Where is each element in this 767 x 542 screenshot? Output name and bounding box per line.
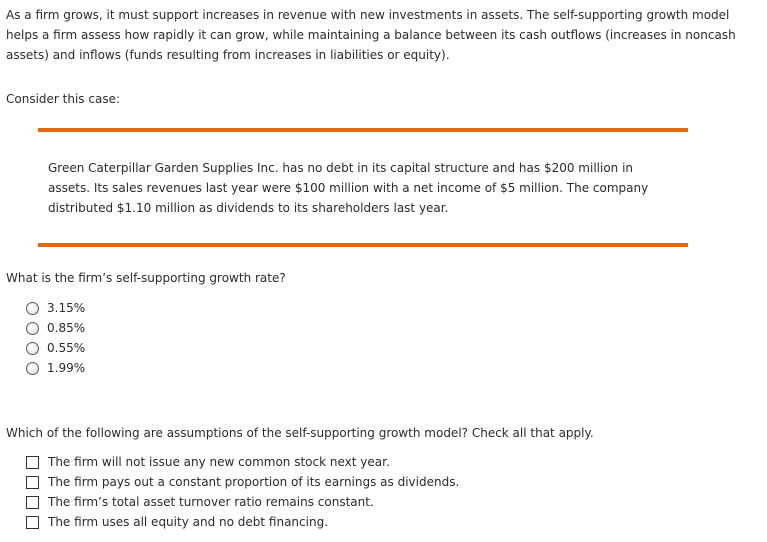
checkbox-option-label: The firm pays out a constant proportion of its earnings as dividends.	[48, 475, 460, 489]
radio-button[interactable]	[26, 302, 39, 315]
radio-option-1[interactable]	[26, 298, 85, 318]
case-description: Green Caterpillar Garden Supplies Inc. has no debt in its capital structure and has $200 million in assets. Its sales revenues last year were $100 million with a net income of $5 million. The company distributed $1.10 million as dividends to its shareholders last year.	[48, 161, 649, 215]
question-2-options	[26, 452, 459, 532]
checkbox[interactable]	[26, 516, 39, 529]
radio-option-4[interactable]	[26, 358, 85, 378]
radio-option-label: 1.99%	[47, 361, 86, 375]
consider-label: Consider this case:	[6, 92, 120, 106]
radio-button[interactable]	[26, 362, 39, 375]
checkbox[interactable]	[26, 456, 39, 469]
question-1-options	[26, 298, 85, 378]
radio-option-label: 3.15%	[47, 301, 86, 315]
radio-button[interactable]	[26, 342, 39, 355]
radio-option-3[interactable]	[26, 338, 85, 358]
checkbox[interactable]	[26, 496, 39, 509]
radio-option-2[interactable]	[26, 318, 85, 338]
checkbox[interactable]	[26, 476, 39, 489]
checkbox-option-label: The firm’s total asset turnover ratio remains constant.	[48, 495, 374, 509]
radio-button[interactable]	[26, 322, 39, 335]
question-1-prompt: What is the firm’s self-supporting growth rate?	[6, 271, 286, 285]
intro-paragraph: As a firm grows, it must support increases in revenue with new investments in assets. The self-supporting growth model helps a firm assess how rapidly it can grow, while maintaining a balance between its cash outflows (increases in noncash assets) and inflows (funds resulting from increases in liabilities or equity).	[6, 8, 736, 62]
checkbox-option-4[interactable]	[26, 512, 459, 532]
checkbox-option-label: The firm uses all equity and no debt financing.	[48, 515, 329, 529]
checkbox-option-1[interactable]	[26, 452, 459, 472]
case-top-divider	[38, 128, 688, 132]
case-bottom-divider	[38, 243, 688, 247]
radio-option-label: 0.55%	[47, 341, 86, 355]
checkbox-option-3[interactable]	[26, 492, 459, 512]
checkbox-option-2[interactable]	[26, 472, 459, 492]
radio-option-label: 0.85%	[47, 321, 86, 335]
question-2-prompt: Which of the following are assumptions of the self-supporting growth model? Check all that apply.	[6, 426, 594, 440]
checkbox-option-label: The firm will not issue any new common stock next year.	[48, 455, 390, 469]
